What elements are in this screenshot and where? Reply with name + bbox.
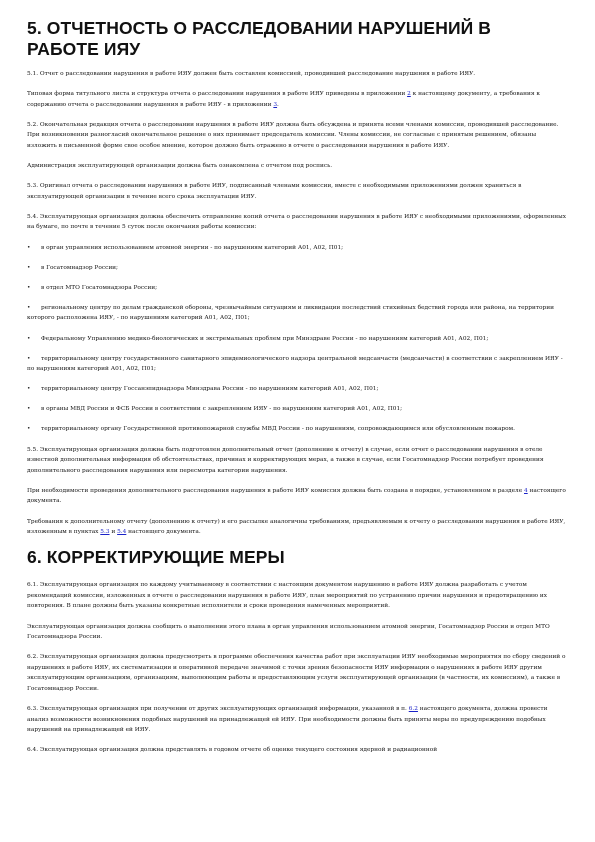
appendix-3-link[interactable]: 3: [273, 101, 278, 108]
bullet-icon: •: [27, 244, 31, 251]
bullet-icon: •: [27, 386, 31, 393]
paragraph-5-3: 5.3. Оригинал отчета о расследовании нарушения в работе ИЯУ, подписанный членами комиссии, вместе с необходимыми приложениями должен храниться в эксплуатирующей организации в течение всего срока эксплуатации ИЯУ.: [27, 183, 522, 200]
text: .: [277, 101, 279, 108]
text: настоящего документа.: [126, 529, 201, 536]
list-item-text: в орган управления использованием атомной энергии - по нарушениям категорий А01, А02, П01;: [41, 244, 344, 251]
text: 6.3. Эксплуатирующая организация при получении от других эксплуатирующих организаций информации, указанной в п.: [27, 706, 409, 713]
section-4-link[interactable]: 4: [524, 487, 528, 494]
text: и: [109, 529, 118, 536]
list-item-text: территориальному центру Госсанэпиднадзора Минздрава России - по нарушениям категорий А01, А02, П01;: [41, 386, 379, 393]
text: настоящего документа.: [27, 487, 566, 505]
list-item: [27, 283, 567, 294]
section-5-heading: 5. ОТЧЕТНОСТЬ О РАССЛЕДОВАНИИ НАРУШЕНИЙ В РАБОТЕ ИЯУ: [27, 18, 491, 59]
text: Типовая форма титульного листа и структура отчета о расследовании нарушения в работе ИЯУ приведены в приложении: [27, 91, 408, 98]
paragraph-administration: Администрация эксплуатирующей организации должна быть ознакомлена с отчетом под роспись.: [27, 163, 333, 170]
list-item-text: в отдел МТО Госатомнадзора России;: [41, 284, 158, 291]
paragraph-5-5: 5.5. Эксплуатирующая организация должна быть подготовлен дополнительный отчет (дополнение к отчету) в случае, если отчет о расследовании нарушения в отеле известной дополнительная информация об обстоятельствах, причинах и корректирующих мерах, а также в случае, если Госатомнадзор России потребует проведения дополнительного расследования нарушения или пересмотра категории нарушения.: [27, 446, 544, 474]
paragraph-5-2: 5.2. Окончательная редакция отчета о расследовании нарушения в работе ИЯУ должна быть обсуждена и принята всеми членами комиссии, проводившей расследование. При возникновении разногласий окончательное решение о них принимает председатель комиссии. Члены комиссии, не согласные с принятым решением, обязаны изложить в письменной форме свое особое мнение, которое должно быть отражено в отчете о расследовании нарушения в работе ИЯУ.: [27, 121, 559, 149]
list-item-text: в органы МВД России и ФСБ России в соответствии с закреплением ИЯУ - по нарушениям категорий А01, А02, П01;: [41, 406, 403, 413]
clause-6-2-link[interactable]: 6.2: [408, 706, 418, 713]
bullet-icon: •: [27, 355, 31, 362]
bullet-icon: •: [27, 284, 31, 291]
paragraph-6-4: 6.4. Эксплуатирующая организация должна представлять в годовом отчете об оценке текущего состояния ядерной и радиационной: [27, 747, 438, 754]
bullet-icon: •: [27, 304, 31, 311]
list-item-text: Федеральному Управлению медико-биологических и экстремальных проблем при Минздраве России - по нарушениям категорий А01, А02, П01;: [41, 335, 489, 342]
list-item: [27, 263, 567, 274]
paragraph-typical-form: [27, 89, 567, 110]
list-item: [27, 303, 567, 324]
paragraph-5-1: 5.1. Отчет о расследовании нарушения в работе ИЯУ должен быть составлен комиссией, проводившей расследование нарушения в работе ИЯУ.: [27, 71, 476, 77]
paragraph-5-4: 5.4. Эксплуатирующая организация должна обеспечить отправление копий отчета о расследовании нарушения в работе ИЯУ с необходимыми приложениями, оформленных на бумаге, по почте в течение 5 суток после окончания работы комиссии:: [27, 213, 567, 231]
bullet-icon: •: [27, 406, 31, 413]
clause-5-3-link[interactable]: 5.3: [100, 529, 110, 536]
paragraph-6-3: [27, 704, 567, 736]
list-item: [27, 334, 567, 345]
list-item-text: в Госатомнадзор России;: [41, 264, 119, 271]
list-item: [27, 354, 567, 375]
bullet-icon: •: [27, 264, 31, 271]
paragraph-report-requirements: [27, 517, 567, 538]
section-6-heading: 6. КОРРЕКТИРУЮЩИЕ МЕРЫ: [27, 547, 285, 568]
bullet-icon: •: [27, 335, 31, 342]
list-item-text: территориальному центру государственного санитарного эпидемиологического надзора центральной медсанчасти (медсанчасти) в соответствии с закреплением ИЯУ - по нарушениям категорий А01, А02, П01;: [27, 355, 563, 373]
text: настоящего документа, должна провести анализ возможности возникновения подобных нарушений на принадлежащей ей ИЯУ. При необходимости должны быть приняты меры по предупреждению подобных нарушений на принадлежащей ей ИЯУ.: [27, 706, 548, 734]
list-item-text: региональному центру по делам гражданской обороны, чрезвычайным ситуациям и ликвидации последствий стихийных бедствий города или района, на территории которого расположена ИЯУ, - по нарушениям категорий А01, А02, П01;: [27, 304, 554, 322]
paragraph-6-1: 6.1. Эксплуатирующая организация по каждому учитываемому в соответствии с настоящим документом нарушению в работе ИЯУ должна разработать с учетом рекомендаций комиссии, изложенных в отчете о расследовании нарушения в работе ИЯУ, план мероприятий по устранению причин нарушения и предотвращению их повторения. В плане должны быть указаны конкретные исполнители и сроки проведения намеченных мероприятий.: [27, 582, 548, 610]
paragraph-inform: Эксплуатирующая организация должна сообщить о выполнении этого плана в орган управления использованием атомной энергии, Госатомнадзор России и отдел МТО Госатомнадзора России.: [27, 623, 550, 641]
list-item-text: территориальному органу Государственной противопожарной службы МВД России - по нарушениям, сопровождающимся или обусловленным пожаром.: [41, 426, 515, 433]
bullet-icon: •: [27, 426, 31, 433]
list-item: [27, 384, 567, 395]
list-item: [27, 424, 567, 435]
paragraph-6-2: 6.2. Эксплуатирующая организация должна предусмотреть в программе обеспечения качества работ при эксплуатации ИЯУ необходимые мероприятия по сбору сведений о нарушениях в работе ИЯУ, их систематизации и оперативной передаче значимой с точки зрения безопасности ИЯУ информации о нарушениях в работе ИЯУ другим эксплуатирующим организациям, организациям, выполняющим работы и предоставляющим услуги эксплуатирующей организации (в частности, их комиссиям), а также в Госатомнадзор России.: [27, 654, 566, 692]
paragraph-additional-investigation: [27, 486, 567, 507]
list-item: [27, 404, 567, 415]
list-item: [27, 243, 567, 254]
text: к настоящему документу, а требования к содержанию отчета о расследовании нарушения в работе ИЯУ - в приложении: [27, 91, 540, 108]
appendix-2-link[interactable]: 2: [407, 91, 411, 98]
text: При необходимости проведения дополнительного расследования нарушения в работе ИЯУ комиссия должна быть создана в порядке, установленном в разделе: [27, 487, 524, 494]
clause-5-4-link[interactable]: 5.4: [117, 529, 127, 536]
text: Требования к дополнительному отчету (дополнению к отчету) и его рассылке аналогичны требованиям, предъявляемым к отчету о расследовании нарушения в работе ИЯУ, изложенным в пунктах: [27, 518, 566, 536]
